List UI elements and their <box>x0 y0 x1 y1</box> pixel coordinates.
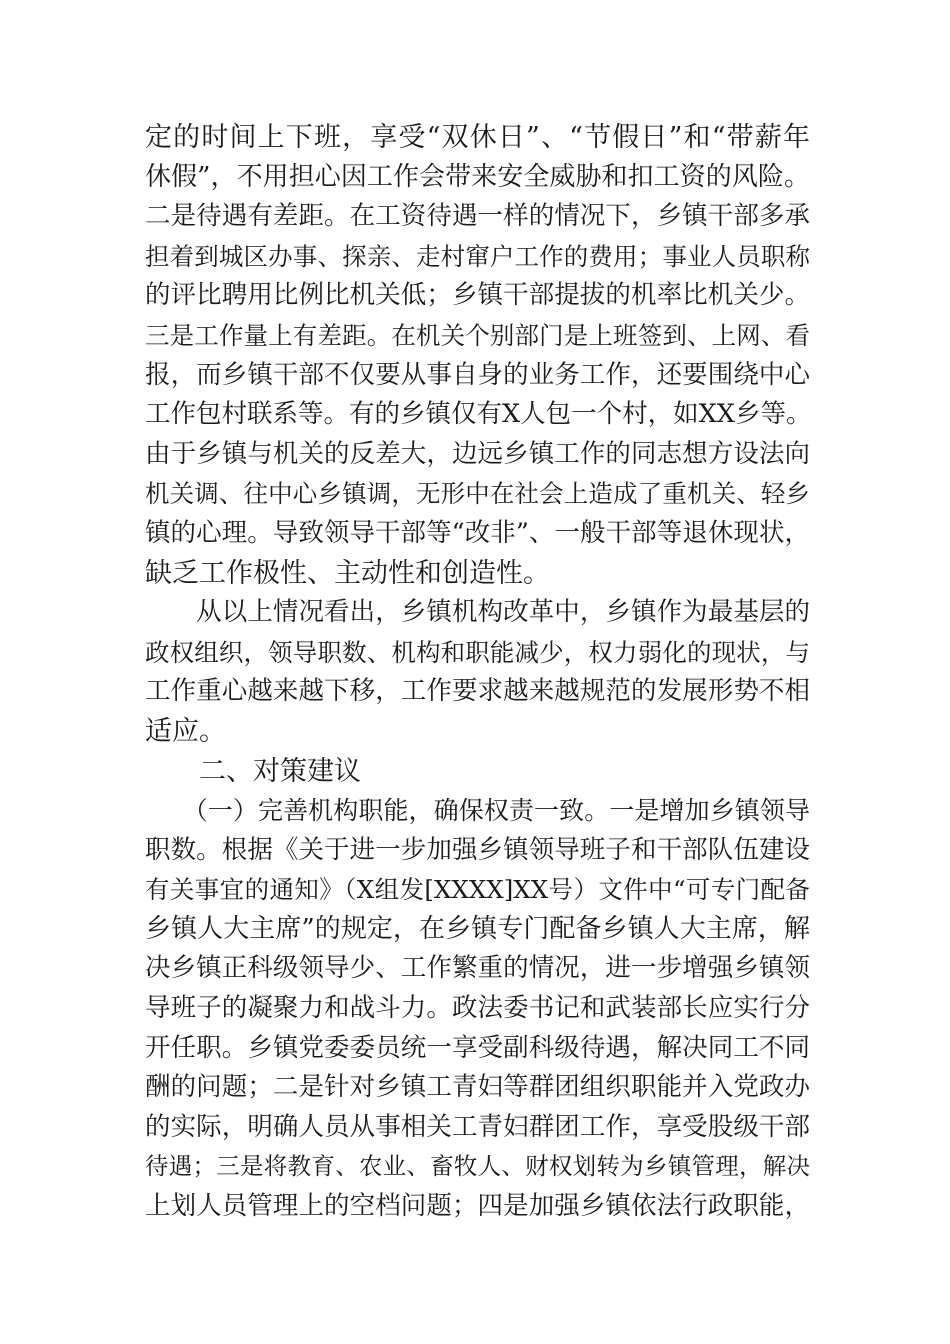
text-line: 报，而乡镇干部不仅要从事自身的业务工作，还要围绕中心 <box>145 359 810 390</box>
text-line: 酬的问题；二是针对乡镇工青妇等群团组织职能并入党政办 <box>145 1072 810 1103</box>
text-line: 乡镇人大主席”的规定，在乡镇专门配备乡镇人大主席，解 <box>145 913 810 944</box>
text-line: 镇的心理。导致领导干部等“改非”、一般干部等退休现状， <box>145 517 810 548</box>
text-line: 职数。根据《关于进一步加强乡镇领导班子和干部队伍建设 <box>145 834 810 865</box>
text-line: 待遇；三是将教育、农业、畜牧人、财权划转为乡镇管理，解决 <box>145 1152 810 1181</box>
text-line: 适应。 <box>145 715 226 747</box>
text-line: 休假”，不用担心因工作会带来安全威胁和扣工资的风险。 <box>145 161 810 192</box>
text-line: 的实际，明确人员从事相关工青妇群团工作，享受股级干部 <box>145 1111 810 1142</box>
text-line: 由于乡镇与机关的反差大，边远乡镇工作的同志想方设法向 <box>145 438 810 469</box>
text-line: 二是待遇有差距。在工资待遇一样的情况下，乡镇干部多承 <box>145 201 810 232</box>
text-line: 有关事宜的通知》（X组发[XXXX]XX号）文件中“可专门配备 <box>145 875 810 905</box>
text-line: 机关调、往中心乡镇调，无形中在社会上造成了重机关、轻乡 <box>145 479 810 509</box>
text-line: 三是工作量上有差距。在机关个别部门是上班签到、上网、看 <box>145 320 810 350</box>
text-line: 开任职。乡镇党委委员统一享受副科级待遇，解决同工不同 <box>145 1032 810 1063</box>
text-line: 决乡镇正科级领导少、工作繁重的情况，进一步增强乡镇领 <box>145 953 810 984</box>
text-line: 从以上情况看出，乡镇机构改革中，乡镇作为最基层的 <box>145 597 810 628</box>
text-line: 工作重心越来越下移，工作要求越来越规范的发展形势不相 <box>145 676 810 707</box>
text-line: 缺乏工作极性、主动性和创造性。 <box>145 557 550 589</box>
text-line: 担着到城区办事、探亲、走村窜户工作的费用；事业人员职称 <box>145 241 810 271</box>
text-line: （一）完善机构职能，确保权责一致。一是增加乡镇领导 <box>145 796 810 826</box>
text-line: 的评比聘用比例比机关低；乡镇干部提拔的机率比机关少。 <box>145 280 810 311</box>
text-line: 导班子的凝聚力和战斗力。政法委书记和武装部长应实行分 <box>145 993 810 1024</box>
text-line: 政权组织，领导职数、机构和职能减少，权力弱化的现状，与 <box>145 637 810 667</box>
text-line: 上划人员管理上的空档问题；四是加强乡镇依法行政职能， <box>145 1191 810 1222</box>
text-line: 工作包村联系等。有的乡镇仅有X人包一个村，如XX乡等。 <box>145 399 812 430</box>
section-heading: 二、对策建议 <box>145 755 361 787</box>
text-line: 定的时间上下班，享受“双休日”、“节假日”和“带薪年 <box>145 122 810 153</box>
body-text <box>145 118 810 1227</box>
